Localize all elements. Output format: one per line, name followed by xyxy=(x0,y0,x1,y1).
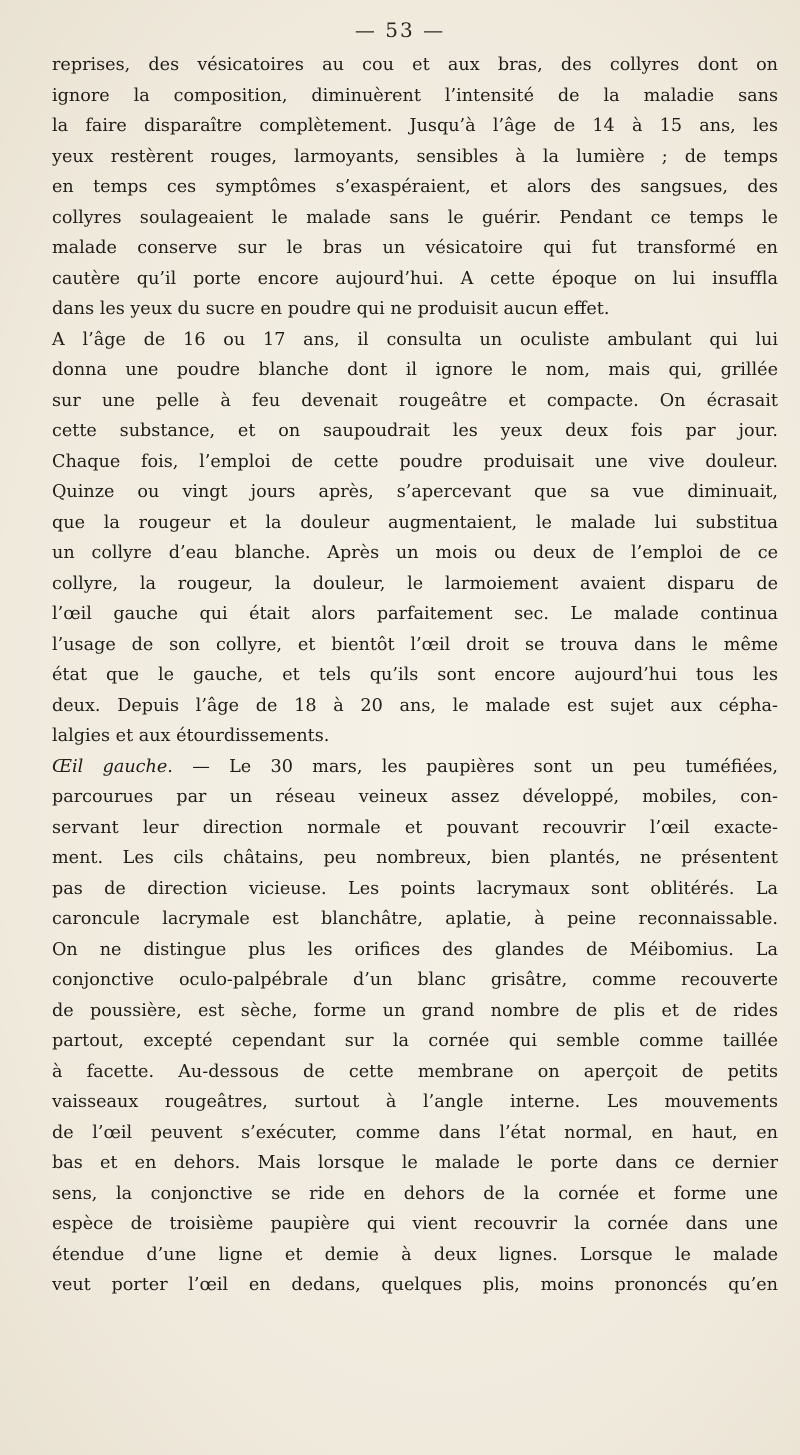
text-line: sur une pelle à feu devenait rougeâtre et compacte. On écrasait xyxy=(52,390,778,411)
text-line: conjonctive oculo-palpébrale d’un blanc grisâtre, comme recouverte xyxy=(52,970,778,990)
text-line: donna une poudre blanche dont il ignore le nom, mais qui, grillée xyxy=(52,360,778,380)
text-line: lalgies et aux étourdissements. xyxy=(52,726,330,746)
text-line: caroncule lacrymale est blanchâtre, aplatie, à peine reconnaissable. xyxy=(52,909,778,929)
text-line: de l’œil peuvent s’exécuter, comme dans l’état normal, en haut, en xyxy=(52,1122,778,1143)
text-line: espèce de troisième paupière qui vient recouvrir la cornée dans une xyxy=(52,1214,778,1234)
text-line-with-heading xyxy=(52,752,778,783)
text-line: deux. Depuis l’âge de 18 à 20 ans, le malade est sujet aux cépha- xyxy=(52,695,778,716)
text-line: à facette. Au-dessous de cette membrane on aperçoit de petits xyxy=(52,1061,778,1082)
text-line: vaisseaux rougeâtres, surtout à l’angle interne. Les mouvements xyxy=(52,1092,778,1112)
text-line: la faire disparaître complètement. Jusqu’à l’âge de 14 à 15 ans, les xyxy=(52,116,778,136)
text-line: veut porter l’œil en dedans, quelques plis, moins prononcés qu’en xyxy=(52,1275,778,1295)
text-line: état que le gauche, et tels qu’ils sont encore aujourd’hui tous les xyxy=(52,665,778,685)
text-line: étendue d’une ligne et demie à deux lignes. Lorsque le malade xyxy=(52,1244,778,1265)
text-line: malade conserve sur le bras un vésicatoire qui fut transformé en xyxy=(52,238,778,258)
text-line: parcourues par un réseau veineux assez développé, mobiles, con- xyxy=(52,787,778,807)
text-line: dans les yeux du sucre en poudre qui ne produisit aucun effet. xyxy=(52,299,610,319)
text-line: collyre, la rougeur, la douleur, le larmoiement avaient disparu de xyxy=(52,573,778,594)
text-line: cautère qu’il porte encore aujourd’hui. A cette époque on lui insuffla xyxy=(52,268,778,289)
text-line: ment. Les cils châtains, peu nombreux, bien plantés, ne présentent xyxy=(52,848,778,868)
text-line: On ne distingue plus les orifices des glandes de Méibomius. La xyxy=(52,939,778,960)
text-line: Chaque fois, l’emploi de cette poudre produisait une vive douleur. xyxy=(52,451,778,472)
text-line: que la rougeur et la douleur augmentaient, le malade lui substitua xyxy=(52,512,778,533)
text-line: sens, la conjonctive se ride en dehors de la cornée et forme une xyxy=(52,1183,778,1204)
text-line: servant leur direction normale et pouvant recouvrir l’œil exacte- xyxy=(52,817,778,838)
text-line: bas et en dehors. Mais lorsque le malade le porte dans ce dernier xyxy=(52,1153,778,1173)
text-line: de poussière, est sèche, forme un grand nombre de plis et de rides xyxy=(52,1000,778,1021)
section-heading: Œil gauche. xyxy=(52,756,173,777)
text-line: pas de direction vicieuse. Les points lacrymaux sont oblitérés. La xyxy=(52,878,778,899)
text-line-rest: — Le 30 mars, les paupières sont un peu tuméfiées, xyxy=(192,756,778,777)
text-line: cette substance, et on saupoudrait les yeux deux fois par jour. xyxy=(52,421,778,441)
text-line: en temps ces symptômes s’exaspéraient, et alors des sangsues, des xyxy=(52,177,778,197)
text-line: collyres soulageaient le malade sans le guérir. Pendant ce temps le xyxy=(52,207,778,228)
text-line: Quinze ou vingt jours après, s’apercevant que sa vue diminuait, xyxy=(52,482,778,502)
text-line: ignore la composition, diminuèrent l’intensité de la maladie sans xyxy=(52,85,778,106)
text-line: l’usage de son collyre, et bientôt l’œil droit se trouva dans le même xyxy=(52,634,778,655)
text-line: partout, excepté cependant sur la cornée qui semble comme taillée xyxy=(52,1031,778,1051)
text-line: un collyre d’eau blanche. Après un mois ou deux de l’emploi de ce xyxy=(52,543,778,563)
page-number: — 53 — xyxy=(354,18,446,42)
text-line: yeux restèrent rouges, larmoyants, sensibles à la lumière ; de temps xyxy=(52,146,778,167)
text-line: A l’âge de 16 ou 17 ans, il consulta un oculiste ambulant qui lui xyxy=(52,329,778,350)
text-line: l’œil gauche qui était alors parfaitement sec. Le malade continua xyxy=(52,604,778,624)
body-text xyxy=(52,50,778,1301)
text-line: reprises, des vésicatoires au cou et aux bras, des collyres dont on xyxy=(52,55,778,75)
